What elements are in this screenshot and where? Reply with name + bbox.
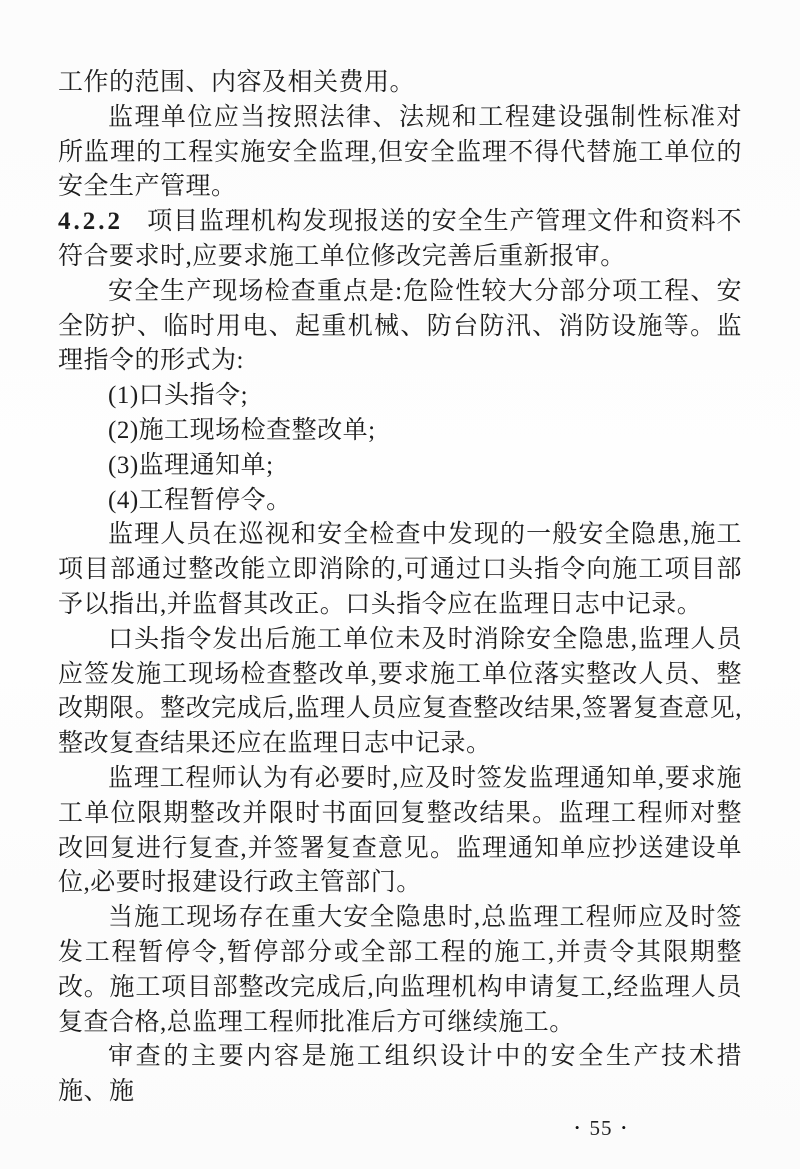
paragraph: [58, 66, 742, 101]
list-item: [58, 484, 742, 519]
section-number: 4.2.2: [58, 208, 123, 236]
paragraph-text: 项目监理机构发现报送的安全生产管理文件和资料不符合要求时,应要求施工单位修改完善后重新报审。: [58, 208, 742, 270]
list-item: [58, 379, 742, 414]
paragraph-text: 口头指令发出后施工单位未及时消除安全隐患,监理人员应签发施工现场检查整改单,要求施工单位落实整改人员、整改期限。整改完成后,监理人员应复查整改结果,签署复查意见,整改复查结果还应在监理日志中记录。: [58, 625, 742, 758]
page-body-text: [58, 66, 742, 1141]
paragraph-text: 工作的范围、内容及相关费用。: [58, 69, 416, 96]
footer-right-dot-icon: •: [621, 1119, 627, 1135]
paragraph-text: 监理单位应当按照法律、法规和工程建设强制性标准对所监理的工程实施安全监理,但安全监理不得代替施工单位的安全生产管理。: [58, 103, 742, 201]
paragraph: [58, 623, 742, 762]
paragraph-text: (1)口头指令;: [108, 382, 249, 410]
page-number: 55: [589, 1115, 613, 1140]
paragraph-text: 监理工程师认为有必要时,应及时签发监理通知单,要求施工单位限期整改并限时书面回复整改结果。监理工程师对整改回复进行复查,并签署复查意见。监理通知单应抄送建设单位,必要时报建设行政主管部门。: [58, 764, 742, 897]
paragraph: [58, 762, 742, 901]
section-paragraph: [58, 205, 742, 275]
paragraph-text: (3)监理通知单;: [108, 451, 274, 479]
paragraph-text: (4)工程暂停令。: [108, 486, 292, 514]
paragraph-text: 审查的主要内容是施工组织设计中的安全生产技术措施、施: [58, 1043, 742, 1106]
paragraph-text: 监理人员在巡视和安全检查中发现的一般安全隐患,施工项目部通过整改能立即消除的,可通过口头指令向施工项目部予以指出,并监督其改正。口头指令应在监理日志中记录。: [58, 521, 742, 618]
paragraph-text: 安全生产现场检查重点是:危险性较大分部分项工程、安全防护、临时用电、起重机械、防台防汛、消防设施等。监理指令的形式为:: [58, 277, 742, 375]
paragraph-text: 当施工现场存在重大安全隐患时,总监理工程师应及时签发工程暂停令,暂停部分或全部工程的施工,并责令其限期整改。施工项目部整改完成后,向监理机构申请复工,经监理人员复查合格,总监理工程师批准后方可继续施工。: [58, 904, 742, 1036]
paragraph: [58, 901, 742, 1040]
paragraph: [58, 275, 742, 379]
paragraph-text: (2)施工现场检查整改单;: [108, 416, 376, 444]
paragraph: [58, 518, 742, 622]
paragraph: [58, 101, 742, 205]
paragraphs: [58, 66, 742, 1110]
footer-left-dot-icon: •: [574, 1119, 581, 1135]
paragraph: [58, 1040, 742, 1110]
page-footer: [58, 1116, 742, 1141]
list-item: [58, 414, 742, 449]
list-item: [58, 449, 742, 484]
